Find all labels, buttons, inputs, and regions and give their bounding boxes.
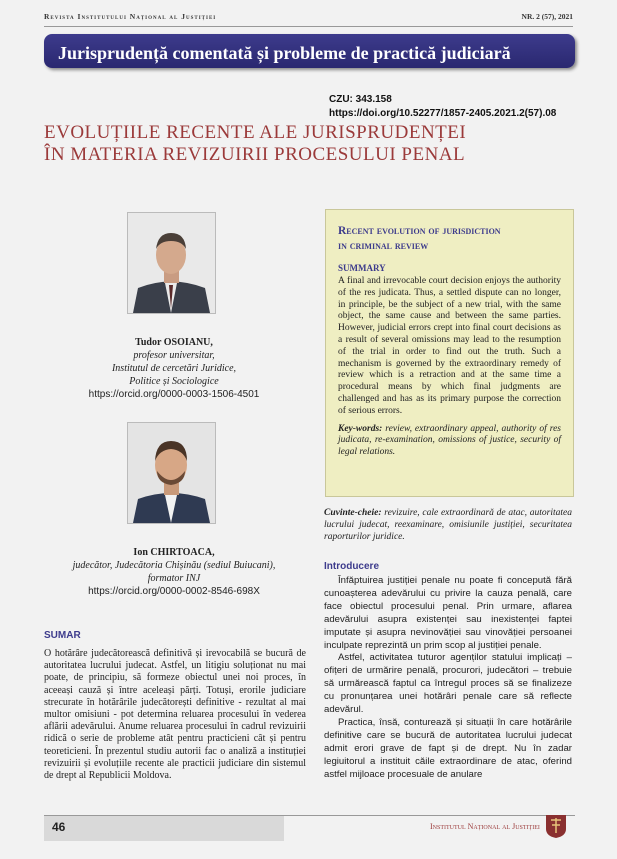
intro-heading: Introducere — [324, 561, 380, 572]
section-banner-text: Jurisprudență comentată și probleme de practică judiciară — [58, 43, 511, 63]
cuvinte-cheie-label: Cuvinte-cheie: — [324, 508, 382, 518]
title-line-1: EVOLUȚIILE RECENTE ALE JURISPRUDENȚEI — [44, 122, 467, 143]
intro-paragraph-1: Înfăptuirea justiției penale nu poate fi concepută fără cunoașterea adevărului cu privire la cauza penală, care face obiectul procesului penal. Prin urmare, aflarea adevărului asupra existenței sau inexistenței faptei imputate și asupra nevinovăției sau vinovăției persoanei inculpate reprezintă un prim scop al justiției penale. — [324, 575, 572, 651]
page-number: 46 — [52, 820, 66, 834]
author-orcid-link[interactable]: https://orcid.org/0000-0002-8546-698X — [88, 586, 260, 597]
author-institution: Institutul de cercetări Juridice, — [111, 363, 237, 374]
author-position: judecător, Judecătoria Chișinău (sediul Buiucani), — [72, 560, 276, 571]
english-title-line-1: Recent evolution of jurisdiction — [338, 225, 501, 237]
title-line-2: ÎN MATERIA REVIZUIRII PROCESULUI PENAL — [44, 144, 466, 165]
czu-code: CZU: 343.158 — [329, 94, 392, 105]
journal-name: Revista Institutului Național al Justiției — [44, 12, 217, 21]
author-institution-cont: Politice și Sociologice — [129, 376, 219, 387]
author-name: Tudor OSOIANU, — [135, 337, 213, 348]
footer-institute: Institutul Național al Justiției — [430, 822, 540, 831]
intro-paragraph-3: Practica, însă, conturează și situații în care hotărârile definitive care se bucură de autoritatea lucrului judecat admit erori grave de fapt și de drept. Nu în zadar legiuitorul a instituit căile extraordinare de atac, oferind astfel mijloace procesuale de anulare — [324, 716, 572, 780]
article-meta — [329, 93, 556, 121]
intro-body — [324, 575, 572, 782]
section-banner — [44, 34, 575, 68]
english-title-line-2: in criminal review — [338, 240, 429, 252]
footer-divider — [44, 815, 575, 816]
doi-link[interactable]: https://doi.org/10.52277/1857-2405.2021.2(57).08 — [329, 108, 557, 119]
english-keywords — [338, 424, 561, 459]
summary-text: A final and irrevocable court decision enjoys the authority of the res judicata. Thus, a settled dispute can no longer, in principle, be the subject of a new trial, with the same object, the same cause and between the same parties. However, judicial errors crept into final court decisions as a result of several omissions may lead to the resumption of the trial in order to find out the truth. Such a mechanism is governed by the extraordinary remedy of review which is a retraction and at the same time a procedural means by which final judgments are challenged and has as its primary purpose the correction of serious errors. — [338, 276, 561, 416]
author-photo-chirtoaca — [127, 422, 216, 524]
header-divider — [44, 26, 573, 27]
summary-label: SUMMARY — [338, 263, 386, 273]
sumar-heading: SUMAR — [44, 630, 81, 641]
cuvinte-cheie-text: revizuire, cale extraordinară de atac, autoritatea lucrului judecat, reexaminare, omisiunile justiției, securitatea raporturilor juridice. — [324, 508, 572, 542]
issue-number: NR. 2 (57), 2021 — [521, 12, 573, 21]
romanian-keywords — [324, 507, 572, 543]
sumar-text: O hotărâre judecătorească definitivă și irevocabilă se bucură de autoritatea lucrului judecat. Astfel, un litigiu soluționat nu mai poate, de principiu, să formeze obiectul unei noi proces, în aceeași cauză și între aceleași părți. Totuși, erorile judiciare strecurate în hotărârile judecătorești definitive - rezultat al mai multor omisiuni - pot determina reluarea procesului în vederea aflării adevărului. Anume reluarea procesului în cadrul revizuirii ridică o serie de probleme atât pentru practicieni cât și pentru teoreticieni. În prezentul studiu autorii fac o analiză a instituției revizuirii și evoluțiile recente ale practicii judiciare din sistemul de drept al Republicii Moldova. — [44, 648, 306, 782]
english-title — [338, 224, 561, 254]
english-abstract-box — [325, 209, 574, 497]
author-photo-osoianu — [127, 212, 216, 314]
author-block-chirtoaca — [40, 546, 308, 598]
keywords-text: review, extraordinary appeal, authority of res judicata, re-examination, omissions of justice, security of legal relations. — [338, 423, 561, 458]
author-position: profesor universitar, — [133, 350, 215, 361]
author-name: Ion CHIRTOACA, — [133, 547, 215, 558]
author-orcid-link[interactable]: https://orcid.org/0000-0003-1506-4501 — [88, 389, 260, 400]
author-role: formator INJ — [147, 573, 201, 584]
article-title — [44, 122, 564, 166]
author-block-osoianu — [40, 336, 308, 401]
institute-logo-icon — [544, 813, 568, 839]
intro-paragraph-2: Astfel, activitatea tuturor agenților statului implicați – ofițeri de urmărire penală, procurori, judecători – trebuie să urmărească faptul ca întregul proces să se finalizeze cu pronunțarea unei hotărâri penale care să reflecte adevărul. — [324, 652, 572, 716]
page-number-box — [44, 815, 284, 841]
keywords-label: Key-words: — [338, 423, 383, 434]
